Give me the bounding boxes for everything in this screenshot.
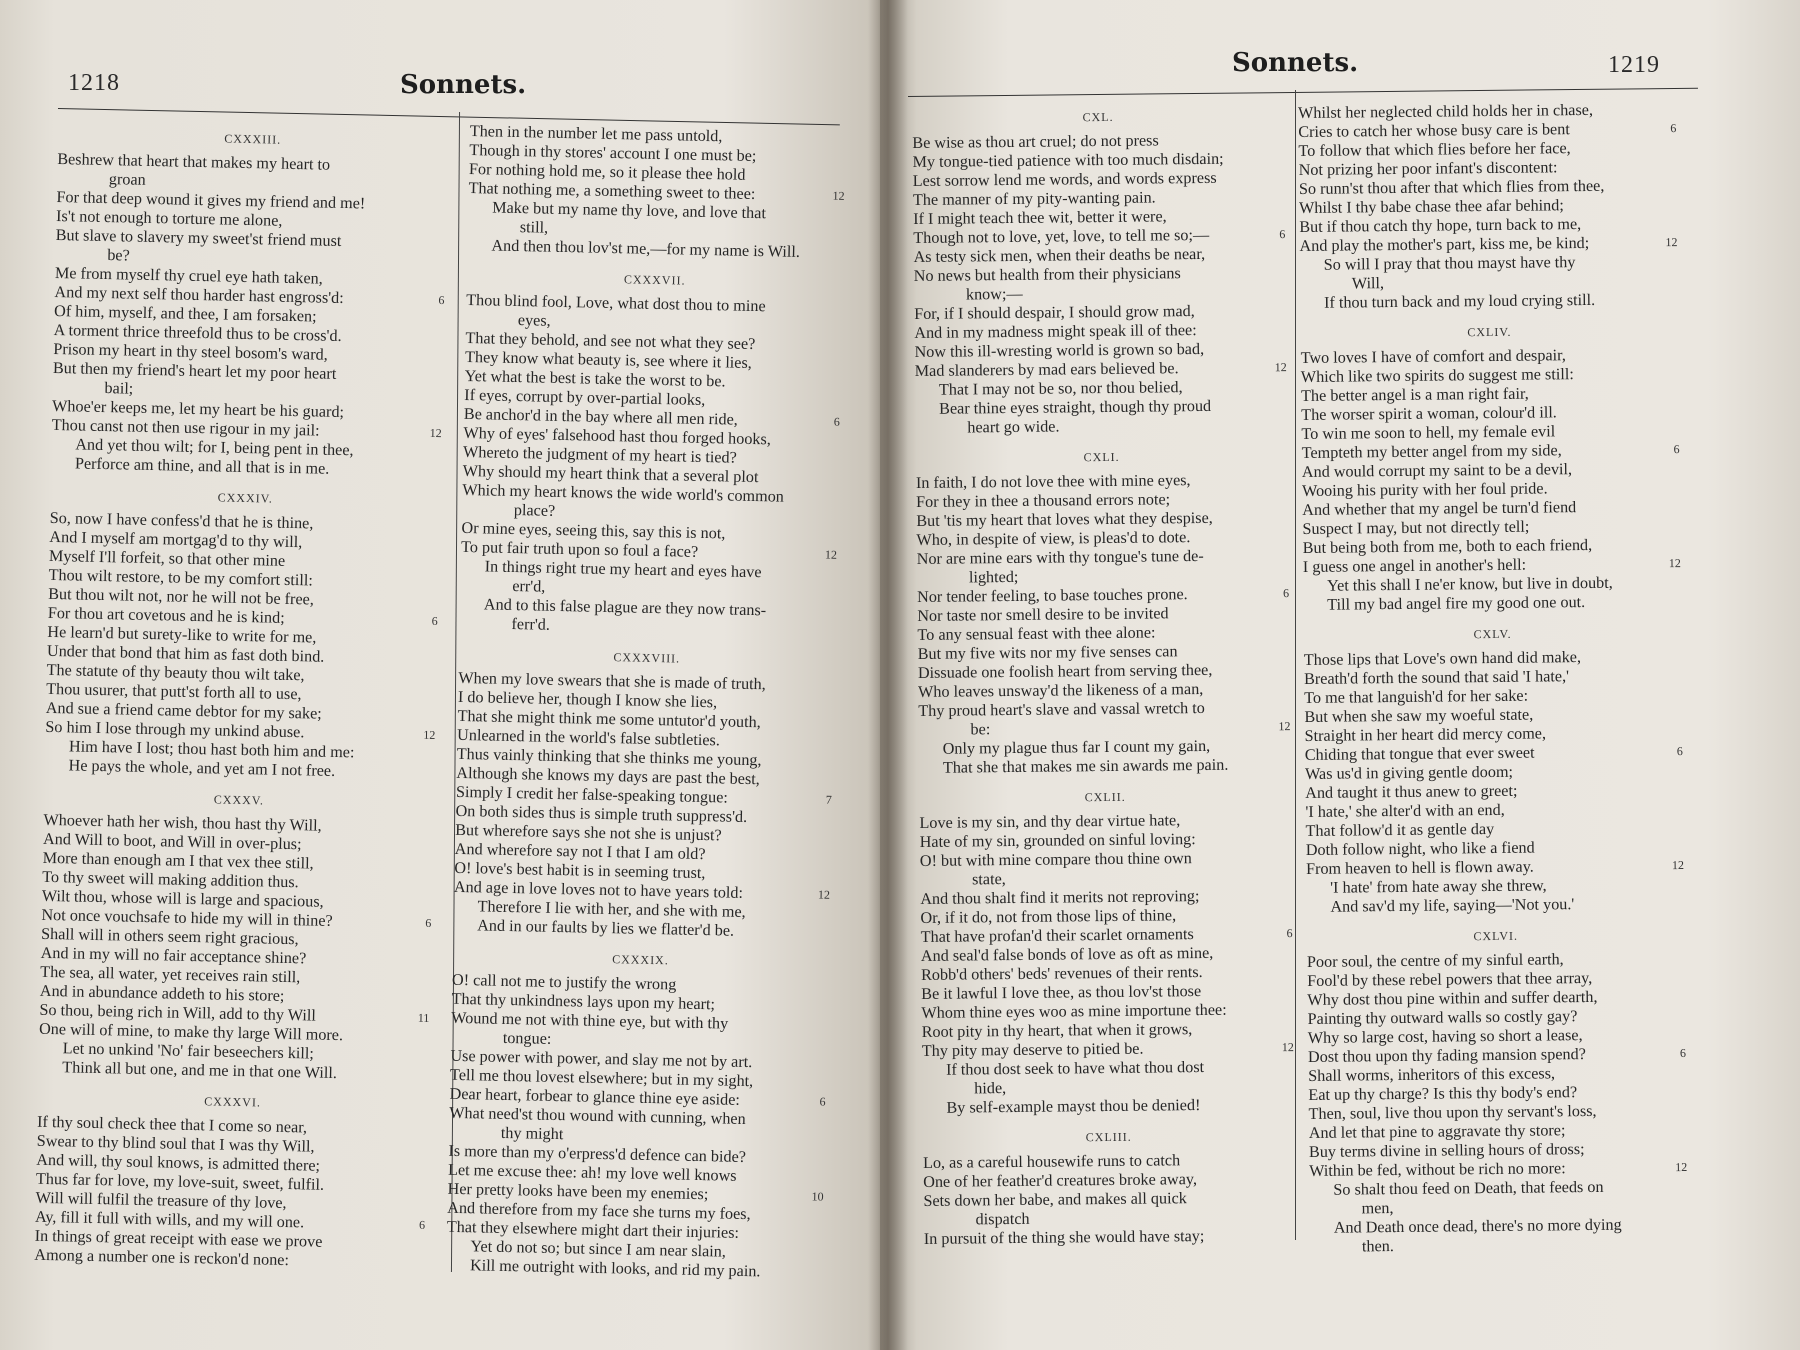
line-number-marker: 6 <box>438 293 445 308</box>
verse-text: My tongue-tied patience with too much disdain; <box>912 149 1224 171</box>
verse-text: So him I lose through my unkind abuse. <box>45 717 305 742</box>
verse-text: And I myself am mortgag'd to thy will, <box>49 527 303 552</box>
sonnet <box>1307 925 1688 1257</box>
running-title: Sonnets. <box>1232 48 1359 78</box>
header-rule <box>908 88 1698 97</box>
sonnet-numeral: CXXXVIII. <box>613 650 681 666</box>
verse-text: Hate of my sin, grounded on sinful loving: <box>919 830 1196 851</box>
verse-text: That I may not be so, nor thou belied, <box>938 378 1183 399</box>
verse-text: Not once vouchsafe to hide my will in thine? <box>41 905 333 930</box>
verse-text: ferr'd. <box>511 614 551 634</box>
verse-text: 'I hate' from hate away she threw, <box>1330 876 1547 897</box>
verse-text: Mad slanderers by mad ears believed be. <box>914 359 1179 380</box>
verse-line <box>1303 592 1681 615</box>
sonnet <box>34 1089 428 1273</box>
verse-line-continuation <box>1310 1234 1688 1257</box>
sonnet-numeral: CXXXVII. <box>623 272 686 288</box>
sonnet-numeral: CXLVI. <box>1473 928 1519 944</box>
verse-text: lighted; <box>968 567 1019 587</box>
verse-text: Was us'd in giving gentle doom; <box>1304 762 1514 783</box>
verse-text: then. <box>1361 1237 1394 1256</box>
verse-text: Whilst her neglected child holds her in chase, <box>1298 100 1594 122</box>
verse-text: The manner of my pity-wanting pain. <box>912 188 1156 209</box>
verse-text: Dissuade one foolish heart from serving thee, <box>917 660 1213 682</box>
verse-text: The statute of thy beauty thou wilt take, <box>46 660 305 685</box>
verse-text: Perforce am thine, and all that is in me. <box>74 454 330 478</box>
verse-text: Not prizing her poor infant's discontent: <box>1298 158 1558 179</box>
verse-text: And wherefore say not I that I am old? <box>454 839 706 864</box>
verse-text: Use power with power, and slay me not by art. <box>450 1046 753 1072</box>
sonnet-numeral: CXXXIII. <box>224 131 282 147</box>
verse-text: Tempteth my better angel from my side, <box>1301 441 1562 462</box>
verse-text: And will, thy soul knows, is admitted there; <box>36 1150 321 1175</box>
sonnet-numeral: CXLIII. <box>1085 1129 1132 1145</box>
verse-text: Thou wilt restore, to be my comfort still: <box>48 565 314 590</box>
verse-text: And would corrupt my saint to be a devil, <box>1301 460 1573 481</box>
verse-text: But slave to slavery my sweet'st friend must <box>55 225 342 250</box>
verse-text: Me from myself thy cruel eye hath taken, <box>54 263 323 288</box>
verse-text: So will I pray that thou mayst have thy <box>1323 253 1576 274</box>
verse-text: Thou canst not then use rigour in my jail: <box>51 415 320 440</box>
line-number-marker: 12 <box>1668 556 1681 571</box>
verse-text: err'd, <box>512 576 546 596</box>
verse-text: But when she saw my woeful state, <box>1304 705 1534 726</box>
verse-text: From heaven to hell is flown away. <box>1305 857 1534 878</box>
sonnet <box>1300 321 1681 615</box>
verse-text: To any sensual feast with thee alone: <box>917 623 1156 644</box>
sonnet <box>923 1126 1296 1249</box>
right-column-1 <box>912 106 1296 1261</box>
verse-text: What need'st thou wound with cunning, when <box>449 1103 746 1128</box>
line-number-marker: 12 <box>1671 858 1685 873</box>
sonnet <box>38 787 434 1085</box>
line-number-marker: 7 <box>825 792 833 807</box>
verse-text: Though in thy stores' account I one must be; <box>469 140 757 166</box>
verse-text: Why so large cost, having so short a lease, <box>1307 1026 1583 1047</box>
verse-text: Sets down her babe, and makes all quick <box>923 1189 1187 1210</box>
verse-text: Lest sorrow lend me words, and words express <box>912 168 1217 190</box>
verse-line <box>1306 894 1684 917</box>
line-number-marker: 12 <box>423 727 436 743</box>
verse-text: Beshrew that heart that makes my heart to <box>57 149 331 174</box>
verse-text: Although she knows my days are past the best, <box>456 763 760 789</box>
verse-text: If eyes, corrupt by over-partial looks, <box>464 385 706 409</box>
sonnet <box>51 126 448 481</box>
verse-text: And age in love loves not to have years told: <box>453 877 744 902</box>
verse-text: And yet thou wilt; for I, being pent in thee, <box>75 435 354 460</box>
sonnet-numeral: CXLI. <box>1083 449 1120 465</box>
verse-text: Make but my name thy love, and love that <box>492 198 767 223</box>
verse-text: Be wise as thou art cruel; do not press <box>912 131 1159 152</box>
verse-text: But then my friend's heart let my poor heart <box>52 358 337 383</box>
line-number-marker: 6 <box>1673 442 1680 457</box>
verse-text: Within be fed, without be rich no more: <box>1309 1159 1566 1180</box>
verse-text: Why dost thou pine within and suffer dearth, <box>1307 987 1598 1009</box>
sonnet <box>467 122 846 263</box>
line-number-marker: 12 <box>429 425 442 441</box>
verse-text: To win me soon to hell, my female evil <box>1301 422 1556 443</box>
verse-text: For thou art covetous and he is kind; <box>47 603 285 627</box>
verse-text: I do believe her, though I know she lies, <box>457 687 718 712</box>
verse-text: Thus far for love, my love-suit, sweet, fulfil. <box>35 1169 325 1194</box>
verse-text: And Will to boot, and Will in over-plus; <box>42 829 302 854</box>
verse-text: But if thou catch thy hope, turn back to me, <box>1299 215 1582 236</box>
verse-text: I guess one angel in another's hell: <box>1302 555 1527 576</box>
verse-text: Fool'd by these rebel powers that thee array, <box>1307 968 1593 990</box>
verse-text: And my next self thou harder hast engross'd: <box>54 282 344 308</box>
verse-text: Lo, as a careful housewife runs to catch <box>922 1151 1181 1172</box>
verse-line <box>1300 290 1678 313</box>
sonnet <box>1303 623 1684 917</box>
verse-text: Him have I lost; thou hast both him and me: <box>68 737 355 762</box>
verse-text: be? <box>107 246 130 265</box>
verse-text: The worser spirit a woman, colour'd ill. <box>1301 403 1557 424</box>
verse-text: Only my plague thus far I count my gain, <box>942 736 1211 758</box>
verse-text: In pursuit of the thing she would have stay; <box>923 1227 1205 1248</box>
verse-text: Whoever hath her wish, thou hast thy Will, <box>43 810 322 835</box>
line-number-marker: 6 <box>1286 926 1293 941</box>
verse-text: dispatch <box>975 1209 1030 1229</box>
verse-text: Why of eyes' falsehood hast thou forged hooks, <box>463 423 772 449</box>
verse-text: Cries to catch her whose busy care is bent <box>1298 120 1570 141</box>
verse-text: Of him, myself, and thee, I am forsaken; <box>53 301 317 326</box>
verse-text: And play the mother's part, kiss me, be kind; <box>1299 233 1590 255</box>
line-number-marker: 6 <box>425 915 432 930</box>
sonnet <box>459 267 843 641</box>
verse-text: No news but health from their physicians <box>913 264 1181 285</box>
page-number: 1218 <box>68 70 120 96</box>
verse-text: Be it lawful I love thee, as thou lov'st those <box>921 982 1202 1003</box>
sonnet <box>919 786 1294 1118</box>
sonnet <box>1298 100 1678 313</box>
verse-text: Dost thou upon thy fading mansion spend? <box>1307 1045 1586 1066</box>
verse-text: Buy terms divine in selling hours of dross; <box>1308 1140 1585 1161</box>
verse-text: And Death once dead, there's no more dying <box>1333 1215 1622 1237</box>
verse-text: Suspect I may, but not directly tell; <box>1302 517 1530 538</box>
line-number-marker: 6 <box>1676 744 1683 759</box>
verse-text: That thy unkindness lays upon my heart; <box>451 989 716 1014</box>
line-number-marker: 10 <box>811 1189 824 1204</box>
verse-text: To thy sweet will making addition thus. <box>42 867 299 892</box>
verse-text: Thou usurer, that putt'st forth all to use, <box>46 679 302 704</box>
verse-text: Be anchor'd in the bay where all men ride, <box>463 404 738 429</box>
verse-text: Her pretty looks have been my enemies; <box>447 1179 709 1204</box>
verse-text: groan <box>108 170 146 189</box>
verse-text: And therefore from my face she turns my foes, <box>447 1198 751 1224</box>
line-number-marker: 12 <box>1281 1040 1294 1055</box>
verse-line-continuation <box>915 415 1287 438</box>
line-number-marker: 12 <box>1274 360 1287 375</box>
verse-text: In things right true my heart and eyes have <box>484 557 762 582</box>
verse-text: And in my madness might speak ill of thee: <box>914 321 1197 342</box>
verse-text: Wound me not with thine eye, but with thy <box>451 1008 729 1033</box>
line-number-marker: 12 <box>817 887 831 902</box>
verse-text: When my love swears that she is made of truth, <box>458 668 766 694</box>
verse-text: know;— <box>965 284 1023 304</box>
header-rule <box>58 108 840 125</box>
right-page <box>880 0 1800 1350</box>
verse-text: Among a number one is reckon'd none: <box>34 1245 290 1270</box>
verse-text: Who, in despite of view, is pleas'd to dote. <box>916 528 1191 549</box>
verse-text: Or, if it do, not from those lips of thine, <box>920 906 1177 927</box>
verse-text: But 'tis my heart that loves what they despise, <box>916 508 1213 530</box>
verse-line <box>924 1226 1296 1249</box>
verse-text: For that deep wound it gives my friend and me! <box>56 187 366 213</box>
verse-text: Who leaves unsway'd the likeness of a man, <box>918 679 1204 701</box>
verse-text: That she might think me some untutor'd youth, <box>457 706 761 732</box>
line-number-marker: 6 <box>431 613 438 629</box>
running-title: Sonnets. <box>400 70 527 100</box>
verse-text: That nothing me, a something sweet to thee: <box>468 178 756 203</box>
verse-text: Swear to thy blind soul that I was thy Will, <box>36 1131 315 1156</box>
verse-text: That they behold, and see not what they see? <box>465 328 756 354</box>
verse-text: Nor taste nor smell desire to be invited <box>917 604 1169 625</box>
verse-text: In things of great receipt with ease we prove <box>34 1226 323 1251</box>
verse-text: Whom thine eyes woo as mine importune thee: <box>921 1000 1227 1022</box>
verse-text: That follow'd it as gentle day <box>1305 819 1495 840</box>
verse-text: Bear thine eyes straight, though thy proud <box>939 396 1212 418</box>
line-number-marker: 12 <box>824 547 838 562</box>
verse-text: And sav'd my life, saying—'Not you.' <box>1330 895 1575 916</box>
verse-text: Shall will in others seem right gracious, <box>40 924 299 949</box>
column-divider <box>1295 90 1296 1240</box>
line-number-marker: 6 <box>1670 121 1677 136</box>
verse-text: Yet this shall I ne'er know, but live in doubt, <box>1326 573 1613 595</box>
verse-text: And thou shalt find it merits not reproving; <box>920 887 1200 908</box>
verse-text: Then, soul, live thou upon thy servant's loss, <box>1308 1101 1597 1123</box>
verse-text: Straight in her heart did mercy come, <box>1304 724 1547 745</box>
verse-text: eyes, <box>517 311 551 330</box>
verse-text: A torment thrice threefold thus to be cross'd. <box>53 320 342 345</box>
verse-text: As testy sick men, when their deaths be near, <box>913 244 1206 266</box>
verse-text: Thy pity may deserve to pitied be. <box>921 1039 1144 1060</box>
sonnet-numeral: CXLV. <box>1473 626 1512 642</box>
verse-text: If I might teach thee wit, better it were, <box>913 207 1167 228</box>
verse-text: Will will fulfil the treasure of thy love, <box>35 1188 287 1213</box>
verse-text: So runn'st thou after that which flies from thee, <box>1298 176 1605 198</box>
verse-text: One of her feather'd creatures broke away, <box>923 1170 1198 1191</box>
line-number-marker: 6 <box>1283 586 1290 601</box>
verse-text: hide, <box>974 1079 1007 1098</box>
verse-text: So, now I have confess'd that he is thine, <box>49 508 314 533</box>
sonnet <box>44 485 440 783</box>
verse-text: In faith, I do not love thee with mine eyes, <box>915 471 1191 492</box>
verse-text: Under that bond that him as fast doth bind. <box>46 641 325 666</box>
verse-text: If thou dost seek to have what thou dost <box>945 1057 1205 1079</box>
line-number-marker: 12 <box>1675 1159 1688 1175</box>
left-column-2 <box>446 122 846 1295</box>
verse-text: If thy soul check thee that I come so near, <box>36 1112 308 1137</box>
verse-text: be: <box>970 720 991 739</box>
line-number-marker: 12 <box>832 188 845 203</box>
verse-text: To put fair truth upon so foul a face? <box>460 537 699 561</box>
verse-text: For nothing hold me, so it please thee hold <box>468 159 746 184</box>
verse-text: Yet what the best is take the worst to be. <box>464 366 726 391</box>
verse-text: Is more than my o'erpress'd defence can bide? <box>448 1141 747 1167</box>
verse-text: Let me excuse thee: ah! my love well knows <box>447 1160 737 1185</box>
verse-text: More than enough am I that vex thee still, <box>42 848 314 873</box>
verse-text: But wherefore says she not she is unjust? <box>454 820 722 845</box>
verse-text: If thou turn back and my loud crying still. <box>1323 290 1596 312</box>
verse-text: Thou blind fool, Love, what dost thou to mine <box>466 290 766 316</box>
verse-text: Therefore I lie with her, and she with me, <box>477 897 746 921</box>
verse-text: men, <box>1361 1199 1394 1218</box>
verse-text: But thou wilt not, nor he will not be free, <box>48 584 315 609</box>
verse-text: Dear heart, forbear to glance thine eye aside: <box>449 1084 741 1109</box>
verse-line <box>919 755 1291 778</box>
verse-text: Chiding that tongue that ever sweet <box>1304 743 1535 764</box>
verse-text: For, if I should despair, I should grow mad, <box>914 302 1195 323</box>
verse-text: Root pity in thy heart, that when it grows, <box>921 1020 1193 1041</box>
book-gutter <box>868 0 908 1350</box>
sonnet-numeral: CXLII. <box>1084 789 1126 805</box>
verse-text: tongue: <box>502 1028 552 1048</box>
left-column-1 <box>34 126 448 1285</box>
verse-text: So shalt thou feed on Death, that feeds on <box>1333 1177 1604 1199</box>
verse-text: Then in the number let me pass untold, <box>469 122 723 146</box>
verse-text: That they elsewhere might dart their injuries: <box>446 1217 740 1242</box>
verse-text: He learn'd but surety-like to write for me, <box>47 622 317 647</box>
verse-text: They know what beauty is, see where it lies, <box>464 347 753 372</box>
verse-text: O! love's best habit is in seeming trust, <box>454 858 706 883</box>
verse-text: One will of mine, to make thy large Will more. <box>38 1019 344 1045</box>
sonnet <box>916 446 1291 778</box>
verse-text: By self-example mayst thou be denied! <box>946 1096 1201 1117</box>
verse-text: Poor soul, the centre of my sinful earth, <box>1306 950 1564 971</box>
verse-text: Nor are mine ears with thy tongue's tune de- <box>916 546 1204 568</box>
sonnet <box>453 645 835 943</box>
verse-text: Thy proud heart's slave and vassal wretch to <box>918 698 1205 720</box>
verse-text: heart go wide. <box>967 417 1060 437</box>
verse-text: Let no unkind 'No' fair beseechers kill; <box>62 1039 315 1063</box>
sonnet <box>446 947 829 1283</box>
verse-text: To follow that which flies before her face, <box>1298 139 1571 160</box>
verse-text: Robb'd others' beds' revenues of their rents. <box>920 963 1203 984</box>
verse-text: On both sides thus is simple truth suppress'd. <box>455 801 748 826</box>
line-number-marker: 12 <box>1665 235 1678 250</box>
verse-text: Think all but one, and me in that one Will. <box>62 1058 338 1083</box>
verse-line <box>922 1095 1294 1118</box>
line-number-marker: 6 <box>418 1217 426 1232</box>
line-number-marker: 6 <box>833 414 840 429</box>
sonnet-numeral: CXXXVI. <box>204 1094 262 1110</box>
verse-text: And sue a friend came debtor for my sake; <box>45 698 322 723</box>
verse-text: And taught it thus anew to greet; <box>1305 781 1518 802</box>
verse-text: That she that makes me sin awards me pain. <box>942 755 1229 777</box>
verse-text: Till my bad angel fire my good one out. <box>1327 593 1586 614</box>
verse-text: Thus vainly thinking that she thinks me young, <box>456 744 762 770</box>
verse-text: But my five wits nor my five senses can <box>917 642 1178 663</box>
verse-text: Nor tender feeling, to base touches prone. <box>917 585 1188 606</box>
verse-text: Kill me outright with looks, and rid my pain. <box>469 1256 761 1281</box>
verse-text: still, <box>519 218 549 237</box>
verse-text: Is't not enough to torture me alone, <box>55 206 283 230</box>
verse-text: O! call not me to justify the wrong <box>451 970 677 994</box>
verse-text: Wilt thou, whose will is large and spacious, <box>41 886 324 911</box>
verse-text: Will, <box>1351 274 1385 293</box>
verse-text: Breath'd forth the sound that said 'I hate,' <box>1303 667 1570 688</box>
verse-text: bail; <box>104 379 134 398</box>
verse-text: Which like two spirits do suggest me still: <box>1300 365 1574 386</box>
verse-text: The sea, all water, yet receives rain still, <box>40 962 301 987</box>
verse-text: Doth follow night, who like a fiend <box>1305 838 1535 859</box>
verse-text: And then thou lov'st me,—for my name is Will. <box>491 236 801 261</box>
verse-text: And seal'd false bonds of love as oft as mine, <box>920 943 1214 965</box>
verse-text: Or mine eyes, seeing this, say this is not, <box>461 518 726 543</box>
line-number-marker: 6 <box>819 1094 826 1109</box>
verse-text: Prison my heart in thy steel bosom's ward, <box>53 339 328 364</box>
verse-text: Now this ill-wresting world is grown so bad, <box>914 339 1205 361</box>
verse-text: Painting thy outward walls so costly gay? <box>1307 1007 1578 1028</box>
verse-text: Eat up thy charge? Is this thy body's end? <box>1308 1083 1578 1104</box>
verse-text: Shall worms, inheritors of this excess, <box>1308 1064 1556 1085</box>
sonnet-numeral: CXLIV. <box>1467 324 1512 340</box>
verse-text: Though not to love, yet, love, to tell me so;— <box>913 225 1210 247</box>
verse-text: And whether that my angel be turn'd fiend <box>1302 498 1577 519</box>
verse-text: Unlearned in the world's false subtleties. <box>456 725 721 750</box>
line-number-marker: 12 <box>1278 719 1291 734</box>
verse-text: So thou, being rich in Will, add to thy Will <box>39 1000 317 1025</box>
right-column-2 <box>1298 100 1688 1269</box>
verse-text: Myself I'll forfeit, so that other mine <box>48 546 286 570</box>
verse-text: Wooing his purity with her foul pride. <box>1301 479 1548 500</box>
sonnet-numeral: CXXXIX. <box>612 952 669 968</box>
verse-text: The better angel is a man right fair, <box>1300 384 1529 405</box>
verse-text: Ay, fill it full with wills, and my will one. <box>34 1207 305 1232</box>
verse-text: state, <box>971 870 1006 889</box>
line-number-marker: 6 <box>1679 1045 1687 1061</box>
verse-text: And in our faults by lies we flatter'd be. <box>476 916 735 940</box>
verse-text: Simply I credit her false-speaking tongue: <box>455 782 729 807</box>
verse-text: Why should my heart think that a several plot <box>462 461 759 487</box>
sonnet-numeral: CXL. <box>1082 109 1114 125</box>
verse-text: Whoe'er keeps me, let my heart be his guard; <box>51 396 345 422</box>
verse-text: To me that languish'd for her sake: <box>1304 686 1529 707</box>
page-number: 1219 <box>1608 52 1660 78</box>
verse-text: 'I hate,' she alter'd with an end, <box>1305 800 1505 821</box>
sonnet-numeral: CXXXV. <box>213 792 265 808</box>
line-number-marker: 11 <box>417 1010 430 1025</box>
sonnet-numeral: CXXXIV. <box>217 490 273 506</box>
verse-text: Whereto the judgment of my heart is tied? <box>462 442 737 467</box>
verse-text: He pays the whole, and yet am I not free. <box>68 756 336 780</box>
line-number-marker: 6 <box>1279 227 1286 242</box>
verse-text: Those lips that Love's own hand did make, <box>1303 648 1582 669</box>
verse-text: But being both from me, both to each friend, <box>1302 535 1593 557</box>
verse-text: Love is my sin, and thy dear virtue hate, <box>919 811 1181 832</box>
sonnet <box>912 106 1287 438</box>
verse-text: Two loves I have of comfort and despair, <box>1300 346 1566 367</box>
verse-text: And in my will no fair acceptance shine? <box>40 943 307 968</box>
verse-text: Which my heart knows the wide world's common <box>462 480 785 506</box>
verse-text: And let that pine to aggravate thy store; <box>1308 1121 1566 1142</box>
verse-text: For they in thee a thousand errors note; <box>916 490 1171 511</box>
verse-text: place? <box>513 501 556 520</box>
verse-text: Tell me thou lovest elsewhere; but in my sight, <box>449 1065 754 1091</box>
verse-text: That have profan'd their scarlet ornaments <box>920 925 1194 946</box>
verse-text: Yet do not so; but since I am near slain, <box>470 1237 727 1261</box>
verse-text: O! but with mine compare thou thine own <box>919 849 1192 870</box>
verse-text: And in abundance addeth to his store; <box>39 981 285 1005</box>
verse-text: Whilst I thy babe chase thee afar behind; <box>1298 196 1564 217</box>
verse-text: thy might <box>500 1123 564 1144</box>
verse-text: And to this false plague are they now trans- <box>483 595 767 620</box>
